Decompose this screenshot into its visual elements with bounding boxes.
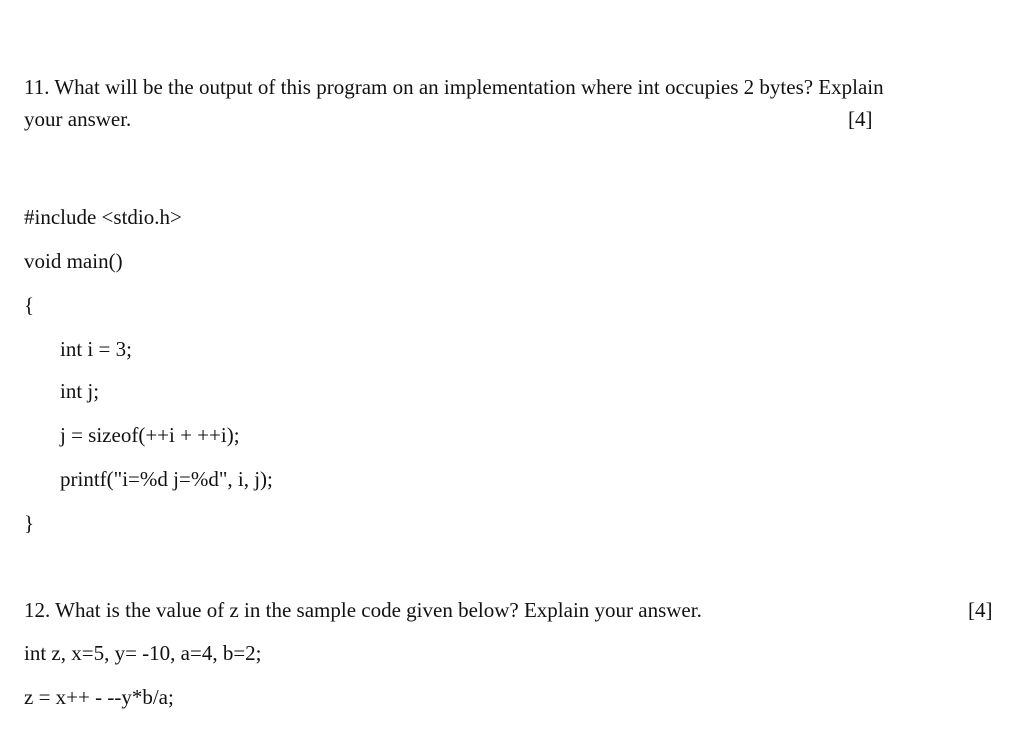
q12-text-line-1: 12. What is the value of z in the sample code given below? Explain your answer. [24, 598, 702, 622]
code-line: } [24, 511, 35, 535]
code-line: int j; [60, 379, 100, 403]
code-line: int z, x=5, y= -10, a=4, b=2; [24, 641, 262, 665]
q11-text-line-1: 11. What will be the output of this program on an implementation where int occupies 2 bytes? Explain [24, 75, 884, 99]
code-line: z = x++ - --y*b/a; [24, 685, 174, 709]
q11-marks: [4] [848, 107, 873, 131]
q12-marks: [4] [968, 598, 993, 622]
code-line: { [24, 293, 35, 317]
code-line: printf("i=%d j=%d", i, j); [60, 467, 273, 491]
code-line: j = sizeof(++i + ++i); [60, 423, 240, 447]
code-line: void main() [24, 249, 123, 273]
code-line: int i = 3; [60, 337, 132, 361]
code-line: #include <stdio.h> [24, 205, 182, 229]
q11-text-line-2: your answer. [24, 107, 132, 131]
